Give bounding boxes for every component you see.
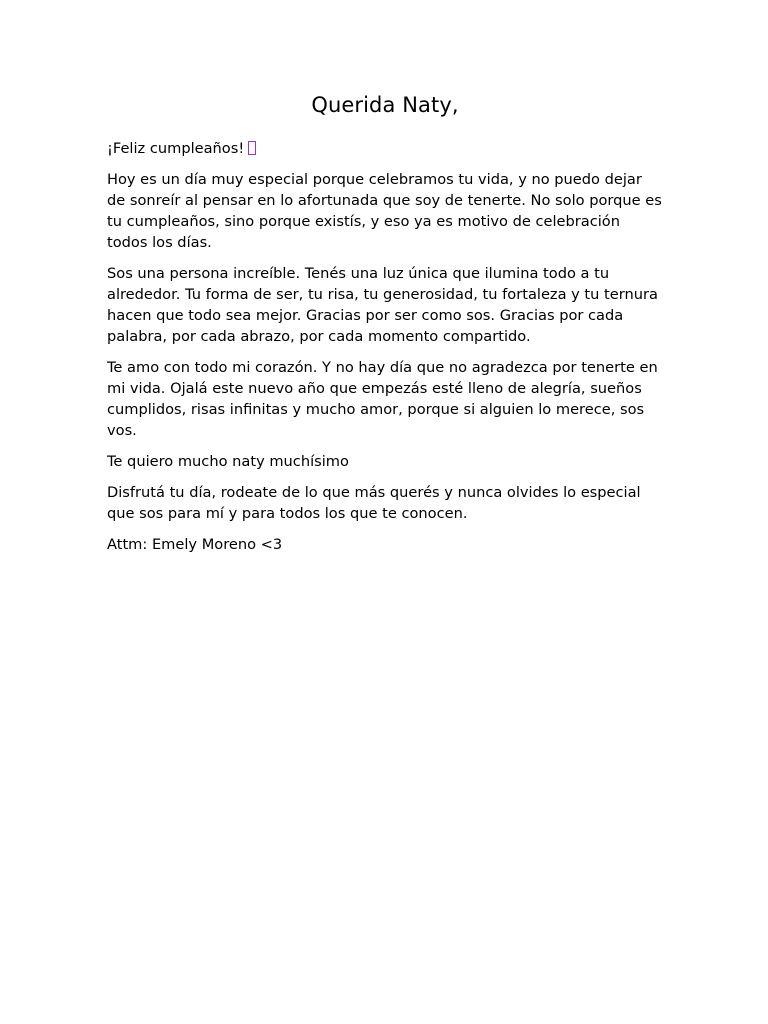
greeting-text: ¡Feliz cumpleaños! bbox=[107, 140, 245, 157]
gift-emoji-icon bbox=[248, 141, 256, 155]
letter-page bbox=[107, 88, 663, 565]
paragraph-5: Disfrutá tu día, rodeate de lo que más querés y nunca olvides lo especial que sos para mí y para todos los que te conocen. bbox=[107, 484, 641, 522]
letter-title: Querida Naty, bbox=[311, 93, 459, 117]
paragraph-4: Te quiero mucho naty muchísimo bbox=[107, 453, 349, 470]
paragraph-2: Sos una persona increíble. Tenés una luz única que ilumina todo a tu alrededor. Tu forma de ser, tu risa, tu generosidad, tu fortaleza y tu ternura hacen que todo sea mejor. Gracias por ser como sos. Gracias por cada palabra, por cada abrazo, por cada momento compartido. bbox=[107, 265, 658, 345]
paragraph-1: Hoy es un día muy especial porque celebramos tu vida, y no puedo dejar de sonreír al pensar en lo afortunada que soy de tenerte. No solo porque es tu cumpleaños, sino porque existís, y eso ya es motivo de celebración todos los días. bbox=[107, 171, 662, 251]
greeting-line bbox=[107, 138, 663, 159]
paragraph-3: Te amo con todo mi corazón. Y no hay día que no agradezca por tenerte en mi vida. Ojalá este nuevo año que empezás esté lleno de alegría, sueños cumplidos, risas infinitas y mucho amor, porque si alguien lo merece, sos vos. bbox=[107, 359, 658, 439]
signature: Attm: Emely Moreno <3 bbox=[107, 536, 283, 553]
